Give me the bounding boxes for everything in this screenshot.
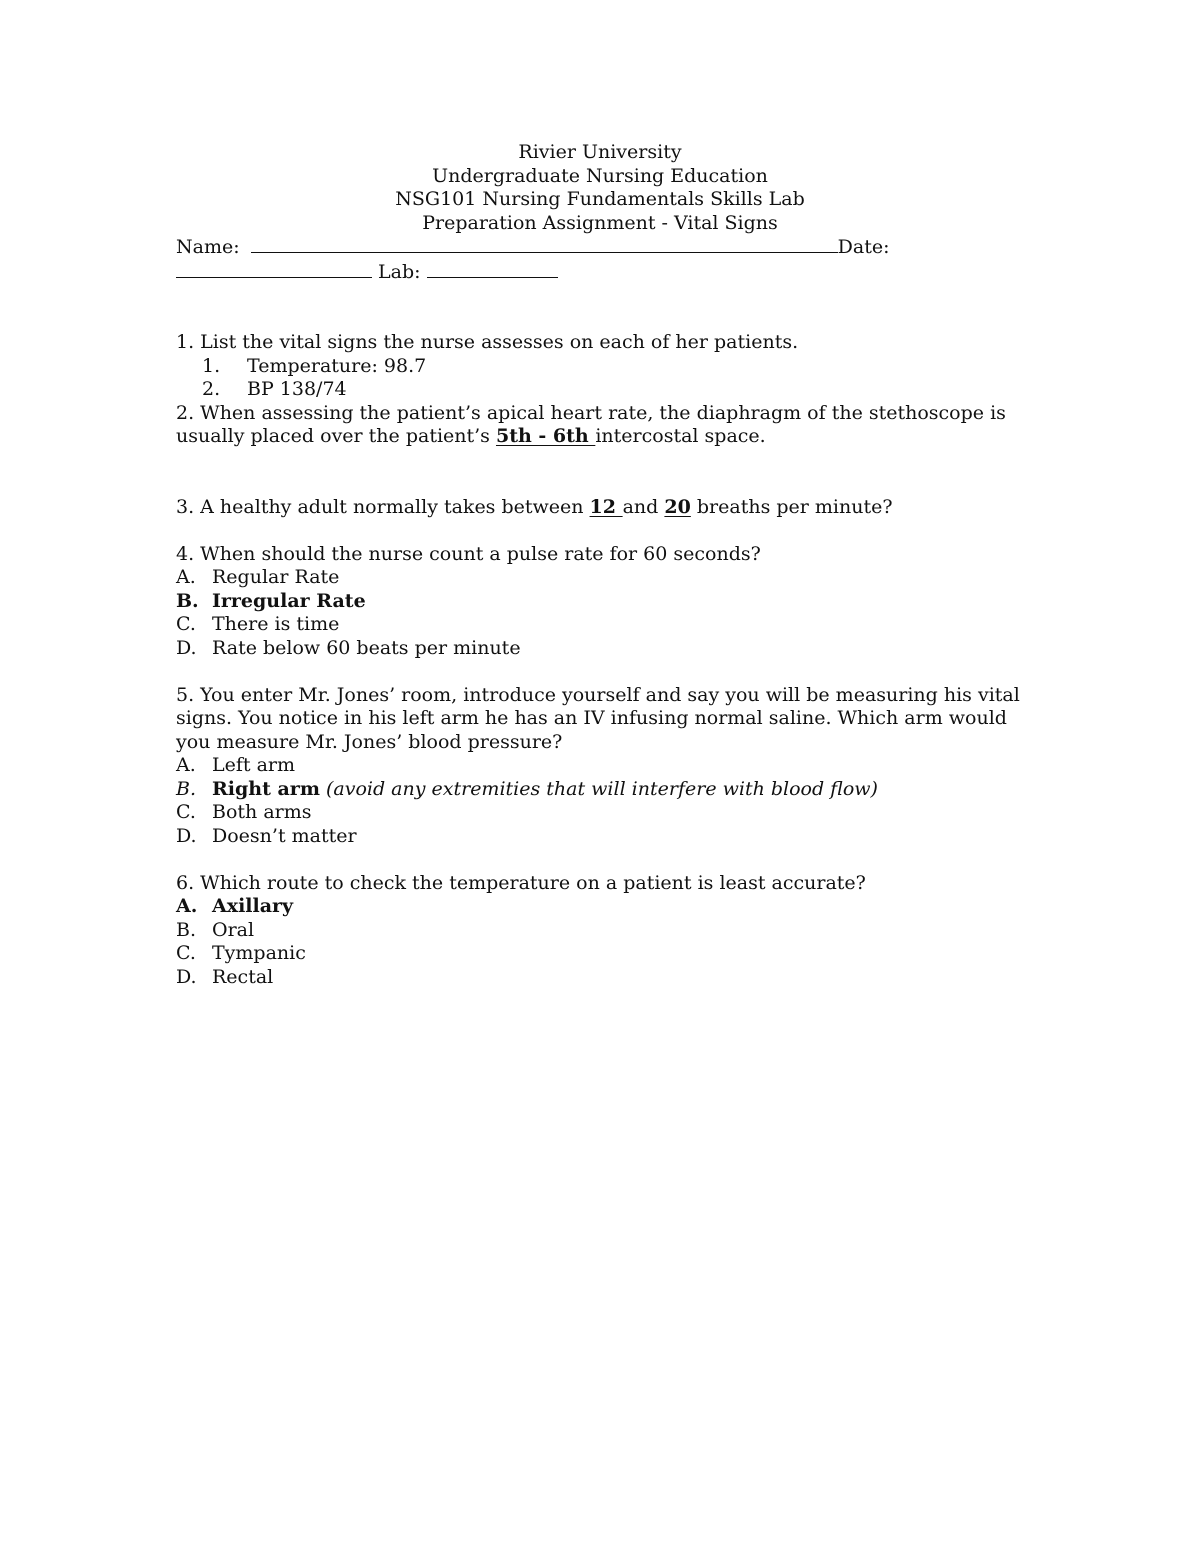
- option-text: Rectal: [212, 965, 274, 988]
- question-4-text: 4. When should the nurse count a pulse rate for 60 seconds?: [176, 542, 761, 565]
- document-header: [176, 141, 1024, 235]
- question-2-line-2: [176, 425, 1036, 449]
- option-text: Regular Rate: [212, 566, 340, 588]
- name-label: Name:: [176, 236, 240, 258]
- question-3-prefix: 3. A healthy adult normally takes between: [176, 495, 590, 518]
- list-item: [176, 355, 1036, 379]
- header-course: NSG101 Nursing Fundamentals Skills Lab: [395, 188, 805, 210]
- option-letter: A.: [176, 895, 198, 917]
- question-6: [176, 872, 1036, 990]
- option-text: Rate below 60 beats per minute: [212, 636, 521, 659]
- option-text: There is time: [212, 613, 340, 635]
- option-letter: B.: [176, 589, 199, 612]
- spacer: [176, 848, 1036, 872]
- spacer: [176, 660, 1036, 684]
- option-d: [176, 825, 1036, 849]
- option-letter: C.: [176, 613, 196, 635]
- date-label: Date:: [837, 236, 890, 258]
- lab-label: Lab:: [378, 260, 421, 283]
- option-d: [176, 637, 1036, 661]
- header-university: Rivier University: [518, 141, 682, 163]
- question-5: [176, 684, 1036, 849]
- question-3: [176, 496, 1036, 520]
- question-2-answer: 5th - 6th: [495, 425, 596, 447]
- question-2-prefix: usually placed over the patient’s: [176, 425, 496, 447]
- option-c: [176, 801, 1036, 825]
- option-c: [176, 942, 1036, 966]
- option-b-selected: [176, 590, 1036, 614]
- header-assignment-title: Preparation Assignment - Vital Signs: [422, 211, 778, 234]
- option-text: Right arm: [212, 777, 320, 800]
- question-3-answer-1: 12: [589, 495, 623, 518]
- option-a: [176, 566, 1036, 590]
- option-letter: D.: [176, 636, 197, 659]
- spacer: [176, 284, 1036, 331]
- question-3-middle: and: [622, 495, 665, 518]
- option-text: Both arms: [212, 801, 312, 823]
- question-2: [176, 402, 1036, 449]
- question-3-suffix: breaths per minute?: [690, 495, 893, 518]
- question-5-line-1: 5. You enter Mr. Jones’ room, introduce yourself and say you will be measuring his vital: [176, 683, 1020, 706]
- header-department: Undergraduate Nursing Education: [432, 164, 768, 187]
- question-1: [176, 331, 1036, 402]
- option-letter: C.: [176, 801, 196, 823]
- option-letter: B.: [176, 918, 197, 941]
- option-letter: D.: [176, 965, 197, 988]
- option-a-selected: [176, 895, 1036, 919]
- option-note: (avoid any extremities that will interfere with blood flow): [325, 777, 878, 800]
- option-text: Oral: [212, 918, 255, 941]
- spacer: [176, 449, 1036, 496]
- question-1-text: 1. List the vital signs the nurse assesses on each of her patients.: [176, 331, 799, 353]
- list-item-number: 2.: [202, 378, 221, 400]
- question-5-line-3: you measure Mr. Jones’ blood pressure?: [176, 730, 563, 753]
- name-date-line: [176, 235, 1036, 260]
- question-2-suffix: intercostal space.: [595, 425, 766, 447]
- date-blank[interactable]: [176, 260, 372, 278]
- lab-blank[interactable]: [427, 260, 558, 278]
- list-item-text: BP 138/74: [247, 378, 347, 400]
- list-item: [176, 378, 1036, 402]
- option-text: Left arm: [212, 754, 295, 776]
- option-text: Doesn’t matter: [212, 824, 357, 847]
- option-text: Irregular Rate: [212, 589, 366, 612]
- question-6-text: 6. Which route to check the temperature on a patient is least accurate?: [176, 871, 866, 894]
- option-d: [176, 966, 1036, 990]
- list-item-text: Temperature: 98.7: [247, 354, 427, 377]
- option-letter: A.: [176, 566, 196, 588]
- option-text: Tympanic: [212, 942, 306, 964]
- list-item-number: 1.: [202, 354, 221, 377]
- option-c: [176, 613, 1036, 637]
- document-content: [176, 141, 1036, 989]
- spacer: [176, 519, 1036, 543]
- option-b: [176, 919, 1036, 943]
- lab-line: [176, 260, 1036, 285]
- option-letter: D.: [176, 824, 197, 847]
- question-2-line-1: 2. When assessing the patient’s apical heart rate, the diaphragm of the stethoscope is: [176, 401, 1006, 424]
- question-4: [176, 543, 1036, 661]
- name-blank[interactable]: [251, 235, 838, 253]
- option-letter: B.: [176, 777, 197, 800]
- question-3-answer-2: 20: [664, 495, 691, 518]
- option-a: [176, 754, 1036, 778]
- option-letter: A.: [176, 754, 196, 776]
- option-text: Axillary: [212, 895, 294, 917]
- option-b-selected: [176, 778, 1036, 802]
- question-5-line-2: signs. You notice in his left arm he has an IV infusing normal saline. Which arm would: [176, 707, 1007, 729]
- option-letter: C.: [176, 942, 196, 964]
